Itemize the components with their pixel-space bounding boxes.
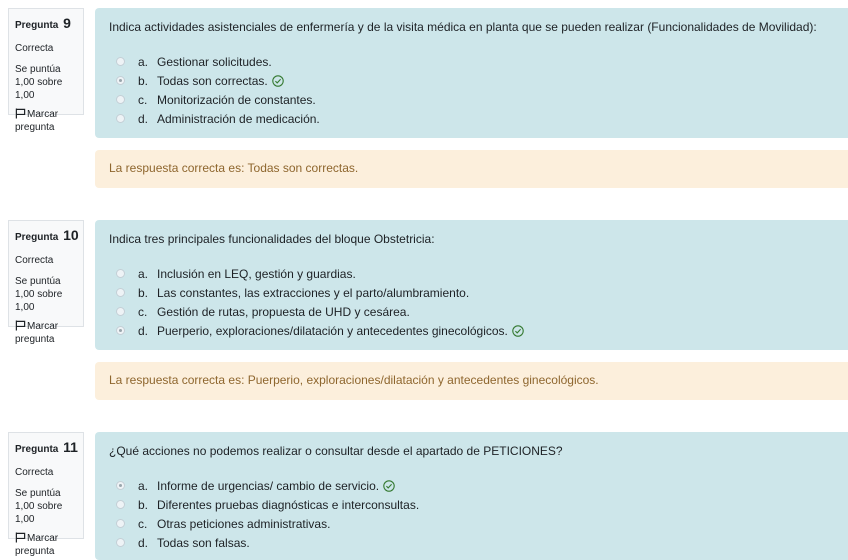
question-info [8,432,84,557]
answer-list [109,264,834,340]
answer-text: Monitorización de constantes. [157,92,316,107]
answer-letter: b. [138,285,149,300]
radio-button[interactable] [116,76,125,85]
question-label: Pregunta [15,232,59,243]
answer-letter: d. [138,535,149,550]
answer-text: Gestión de rutas, propuesta de UHD y cesárea. [157,304,410,319]
answer-letter: a. [138,478,149,493]
answer-text: Otras peticiones administrativas. [157,516,331,531]
answer-option[interactable] [109,283,834,302]
answer-text: Todas son correctas. [157,73,268,88]
question-formulation [95,8,848,138]
answer-option[interactable] [109,302,834,321]
question-grade: Se puntúa 1,00 sobre 1,00 [15,64,63,101]
question-number-value: 11 [63,439,78,455]
answer-letter: b. [138,497,149,512]
answer-letter: a. [138,266,149,281]
question-number-value: 9 [63,15,71,31]
question-text: ¿Qué acciones no podemos realizar o consultar desde el apartado de PETICIONES? [109,444,563,458]
answer-option[interactable] [109,476,834,495]
answer-text: Informe de urgencias/ cambio de servicio. [157,478,380,493]
answer-option[interactable] [109,90,834,109]
flag-question-link[interactable] [15,532,77,558]
radio-button[interactable] [116,114,125,123]
flag-question-link[interactable] [15,108,77,134]
correct-answer-feedback: La respuesta correcta es: Puerperio, exploraciones/dilatación y antecedentes ginecológicos. [95,362,848,400]
answer-option[interactable] [109,109,834,128]
answer-list [109,476,834,552]
question-grade: Se puntúa 1,00 sobre 1,00 [15,276,63,313]
radio-button[interactable] [116,519,125,528]
answer-option[interactable] [109,71,834,90]
radio-button[interactable] [116,326,125,335]
answer-option[interactable] [109,495,834,514]
flag-label: Marcar pregunta [15,321,59,345]
answer-option[interactable] [109,264,834,283]
question-state: Correcta [15,43,54,54]
answer-text: Inclusión en LEQ, gestión y guardias. [157,266,356,281]
correct-answer-feedback: La respuesta correcta es: Todas son correctas. [95,150,848,188]
flag-icon [15,108,26,119]
answer-letter: c. [138,304,148,319]
question-label: Pregunta [15,20,59,31]
answer-text: Administración de medicación. [157,111,320,126]
answer-option[interactable] [109,321,834,340]
answer-letter: c. [138,92,148,107]
radio-button[interactable] [116,307,125,316]
radio-button[interactable] [116,269,125,278]
question-grade: Se puntúa 1,00 sobre 1,00 [15,488,63,525]
question-label: Pregunta [15,444,59,455]
check-circle-icon [512,325,524,337]
answer-letter: c. [138,516,148,531]
answer-letter: d. [138,323,149,338]
flag-icon [15,532,26,543]
question-text: Indica tres principales funcionalidades del bloque Obstetricia: [109,232,435,246]
answer-text: Puerperio, exploraciones/dilatación y antecedentes ginecológicos. [157,323,508,338]
question-formulation [95,220,848,350]
question-info [8,220,84,345]
flag-icon [15,320,26,331]
answer-letter: b. [138,73,149,88]
answer-option[interactable] [109,514,834,533]
question-number-value: 10 [63,227,79,243]
check-circle-icon [272,75,284,87]
check-circle-icon [383,480,395,492]
question-text: Indica actividades asistenciales de enfermería y de la visita médica en planta que se pueden realizar (Funcionalidades de Movilidad): [109,20,817,34]
radio-button[interactable] [116,481,125,490]
radio-button[interactable] [116,500,125,509]
answer-text: Todas son falsas. [157,535,250,550]
question-state: Correcta [15,255,54,266]
answer-text: Las constantes, las extracciones y el parto/alumbramiento. [157,285,470,300]
radio-button[interactable] [116,288,125,297]
answer-letter: a. [138,54,149,69]
question-number [15,439,77,458]
answer-letter: d. [138,111,149,126]
answer-text: Gestionar solicitudes. [157,54,272,69]
flag-label: Marcar pregunta [15,533,59,557]
question-state: Correcta [15,467,54,478]
answer-list [109,52,834,128]
question-number [15,227,77,246]
flag-question-link[interactable] [15,320,77,346]
radio-button[interactable] [116,57,125,66]
radio-button[interactable] [116,538,125,547]
answer-option[interactable] [109,533,834,552]
flag-label: Marcar pregunta [15,109,59,133]
radio-button[interactable] [116,95,125,104]
answer-option[interactable] [109,52,834,71]
question-formulation [95,432,848,560]
answer-text: Diferentes pruebas diagnósticas e interconsultas. [157,497,420,512]
question-number [15,15,77,34]
question-info [8,8,84,133]
